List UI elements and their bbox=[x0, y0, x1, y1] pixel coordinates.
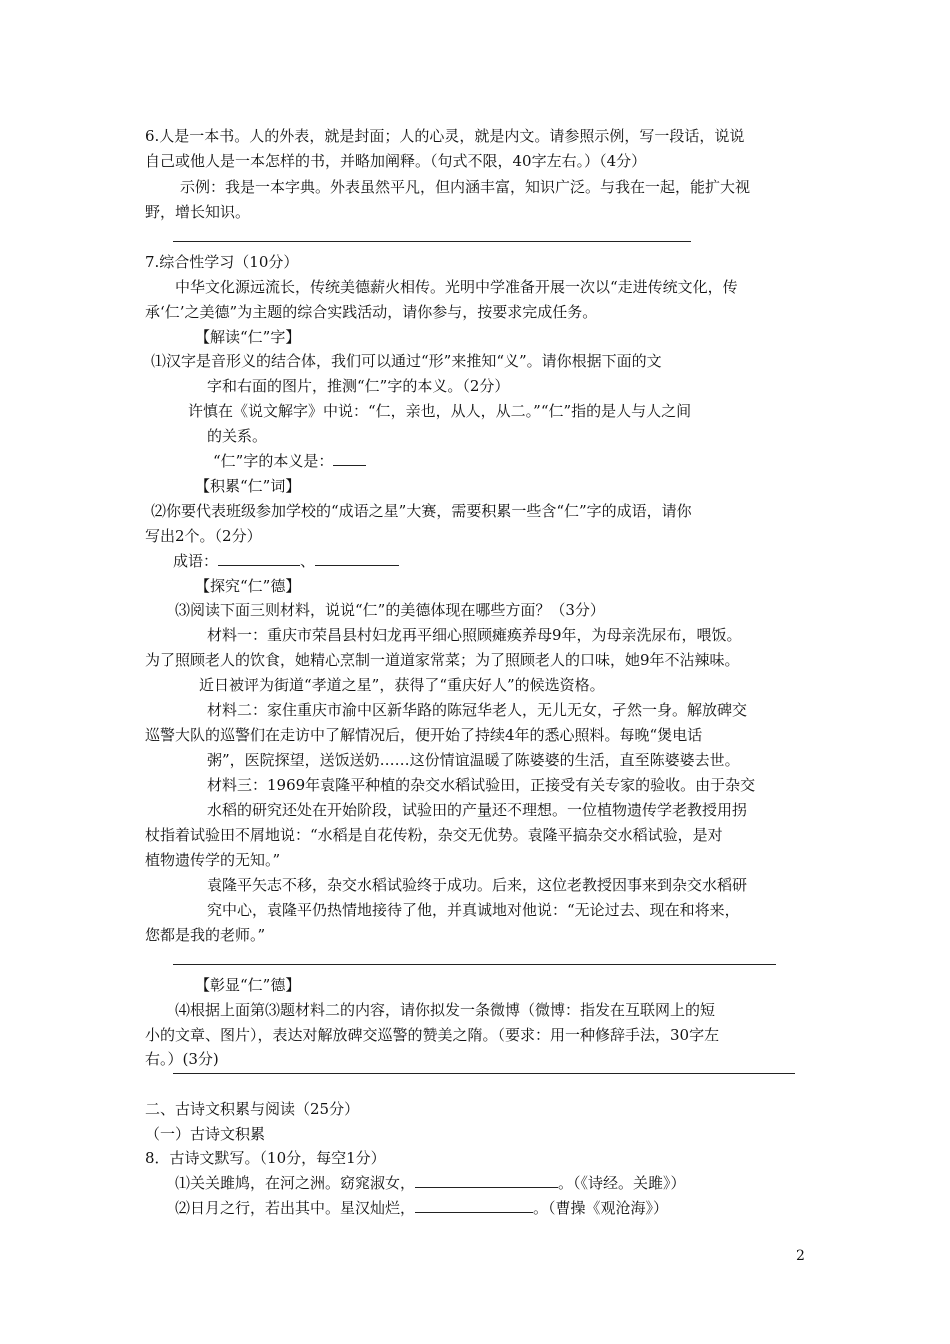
material2-line2: 巡警大队的巡警们在走访中了解情况后，便开始了持续4年的悉心照料。每晚“煲电话 bbox=[145, 726, 703, 744]
sub-q4-answer-line[interactable] bbox=[173, 1073, 795, 1074]
sub-q2-answer bbox=[173, 551, 399, 571]
q8-blank-1[interactable] bbox=[415, 1173, 558, 1188]
q7-intro-line1: 中华文化源远流长，传统美德薪火相传。光明中学准备开展一次以“走进传统文化，传 bbox=[175, 278, 738, 296]
sub-q3-question: ⑶阅读下面三则材料，说说“仁”的美德体现在哪些方面？（3分） bbox=[175, 601, 605, 619]
material2-line1: 材料二：家住重庆市渝中区新华路的陈冠华老人，无儿无女，孑然一身。解放碑交 bbox=[207, 701, 748, 719]
material3-line4: 植物遗传学的无知。” bbox=[145, 851, 281, 869]
material3-line5: 袁隆平矢志不移，杂交水稻试验终于成功。后来，这位老教授因事来到杂交水稻研 bbox=[207, 876, 748, 894]
q6-line1: 6.人是一本书。人的外表，就是封面；人的心灵，就是内文。请参照示例，写一段话，说说 bbox=[145, 127, 745, 145]
q6-line2: 自己或他人是一本怎样的书，并略加阐释。（句式不限，40字左右。）（4分） bbox=[145, 152, 647, 170]
sub-q1-answer-label: “仁”字的本义是： bbox=[213, 452, 334, 470]
material3-line7: 您都是我的老师。” bbox=[145, 926, 266, 944]
q8-line1-suffix: 。（《诗经。关雎》） bbox=[558, 1174, 686, 1192]
section-heading-accumulate: 【积累“仁”词】 bbox=[195, 477, 301, 495]
sub-q1-text-line2: 的关系。 bbox=[207, 427, 268, 445]
q7-intro-line2: 承‘仁’之美德”为主题的综合实践活动，请你参与，按要求完成任务。 bbox=[145, 303, 598, 321]
q8-line2 bbox=[175, 1198, 668, 1218]
page-number: 2 bbox=[796, 1248, 805, 1264]
material3-line6: 究中心，袁隆平仍热情地接待了他，并真诚地对他说：“无论过去、现在和将来， bbox=[207, 901, 740, 919]
sub-q4-line3: 右。）(3分) bbox=[145, 1050, 219, 1068]
q8-title: 8．古诗文默写。（10分，每空1分） bbox=[145, 1149, 386, 1167]
q6-example-line2: 野，增长知识。 bbox=[145, 203, 251, 221]
sub-q2-answer-label: 成语： bbox=[173, 552, 219, 570]
material1-line2: 为了照顾老人的饮食，她精心烹制一道道家常菜；为了照顾老人的口味，她9年不沾辣味。 bbox=[145, 651, 740, 669]
section-heading-explore: 【探究“仁”德】 bbox=[195, 577, 301, 595]
material3-line1: 材料三：1969年袁隆平种植的杂交水稻试验田，正接受有关专家的验收。由于杂交 bbox=[207, 776, 756, 794]
q8-blank-2[interactable] bbox=[415, 1198, 533, 1213]
section-heading-interpret: 【解读“仁”字】 bbox=[195, 328, 301, 346]
q6-answer-line[interactable] bbox=[173, 241, 691, 242]
q8-line1 bbox=[175, 1173, 686, 1193]
idiom-separator: 、 bbox=[300, 552, 316, 570]
sub-q2-line2: 写出2个。（2分） bbox=[145, 527, 262, 545]
sub-q1-line2: 字和右面的图片，推测“仁”字的本义。（2分） bbox=[207, 377, 510, 395]
sub-q4-line2: 小的文章、图片），表达对解放碑交巡警的赞美之隋。（要求：用一种修辞手法，30字左 bbox=[145, 1026, 720, 1044]
q8-line2-suffix: 。（曹操《观沧海》） bbox=[533, 1199, 669, 1217]
sub-q1-answer-blank[interactable] bbox=[333, 451, 366, 466]
material2-line3: 粥”，医院探望，送饭送奶……这份情谊温暖了陈婆婆的生活，直至陈婆婆去世。 bbox=[207, 751, 740, 769]
part2-subtitle: （一）古诗文积累 bbox=[145, 1125, 266, 1143]
material3-line2: 水稻的研究还处在开始阶段，试验田的产量还不理想。一位植物遗传学老教授用拐 bbox=[207, 801, 748, 819]
idiom-blank-1[interactable] bbox=[218, 551, 300, 566]
material1-line3: 近日被评为街道“孝道之星”，获得了“重庆好人”的候选资格。 bbox=[199, 676, 605, 694]
sub-q1-answer bbox=[213, 451, 366, 471]
sub-q2-line1: ⑵你要代表班级参加学校的“成语之星”大赛，需要积累一些含“仁”字的成语，请你 bbox=[151, 502, 692, 520]
section-heading-manifest: 【彰显“仁”德】 bbox=[195, 976, 301, 994]
sub-q1-text-line1: 许慎在《说文解字》中说：“仁，亲也，从人，从二。”“仁”指的是人与人之间 bbox=[188, 402, 692, 420]
material3-line3: 杖指着试验田不屑地说：“水稻是自花传粉，杂交无优势。袁隆平搞杂交水稻试验，是对 bbox=[145, 826, 723, 844]
q8-line1-prefix: ⑴关关雎鸠，在河之洲。窈窕淑女， bbox=[175, 1174, 416, 1192]
sub-q3-answer-line[interactable] bbox=[173, 964, 776, 965]
part2-title: 二、古诗文积累与阅读（25分） bbox=[145, 1100, 360, 1118]
idiom-blank-2[interactable] bbox=[315, 551, 399, 566]
sub-q1-line1: ⑴汉字是音形义的结合体，我们可以通过“形”来推知“义”。请你根据下面的文 bbox=[151, 352, 662, 370]
q8-line2-prefix: ⑵日月之行，若出其中。星汉灿烂， bbox=[175, 1199, 416, 1217]
material1-line1: 材料一：重庆市荣昌县村妇龙再平细心照顾瘫痪养母9年，为母亲洗尿布，喂饭。 bbox=[207, 626, 742, 644]
q7-title: 7.综合性学习（10分） bbox=[145, 253, 299, 271]
sub-q4-line1: ⑷根据上面第⑶题材料二的内容，请你拟发一条微博（微博：指发在互联网上的短 bbox=[175, 1001, 716, 1019]
q6-example-line1: 示例：我是一本字典。外表虽然平凡，但内涵丰富，知识广泛。与我在一起，能扩大视 bbox=[180, 178, 751, 196]
